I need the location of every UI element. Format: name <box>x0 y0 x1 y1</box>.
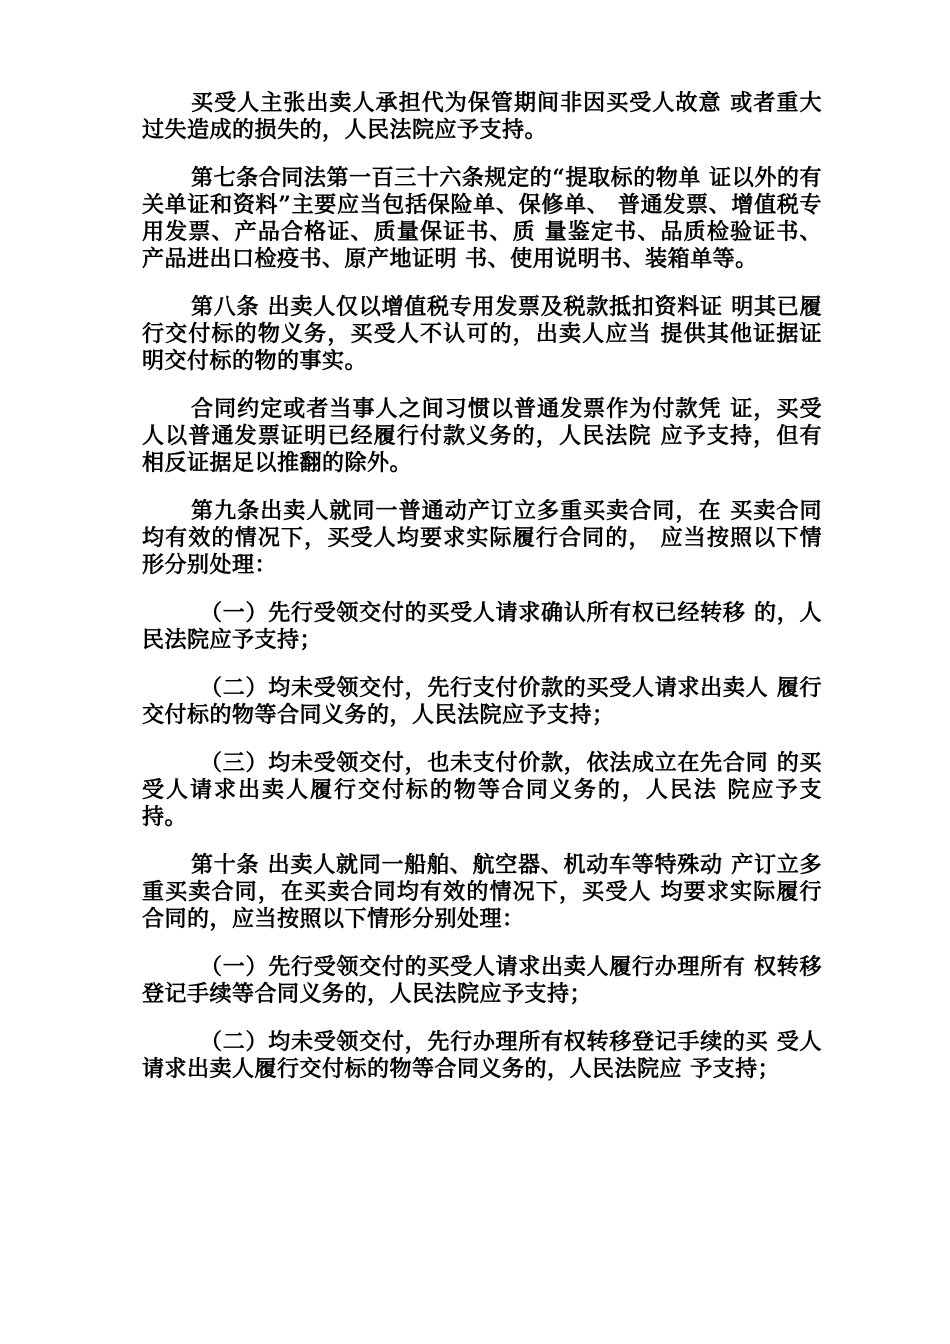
paragraph-article-9-item-2: （二）均未受领交付，先行支付价款的买受人请求出卖人 履行交付标的物等合同义务的，人民法院应予支持； <box>142 675 822 728</box>
paragraph-invoice-payment: 合同约定或者当事人之间习惯以普通发票作为付款凭 证，买受人以普通发票证明已经履行付款义务的，人民法院 应予支持，但有相反证据足以推翻的除外。 <box>142 396 822 476</box>
paragraph-article-9: 第九条出卖人就同一普通动产订立多重买卖合同，在 买卖合同均有效的情况下，买受人均要求实际履行合同的， 应当按照以下情形分别处理： <box>142 498 822 578</box>
paragraph-article-10-item-1: （一）先行受领交付的买受人请求出卖人履行办理所有 权转移登记手续等合同义务的，人民法院应予支持； <box>142 954 822 1007</box>
paragraph-article-10: 第十条 出卖人就同一船舶、航空器、机动车等特殊动 产订立多重买卖合同，在买卖合同均有效的情况下，买受人 均要求实际履行合同的，应当按照以下情形分别处理： <box>142 852 822 932</box>
paragraph-article-8: 第八条 出卖人仅以增值税专用发票及税款抵扣资料证 明其已履行交付标的物义务，买受人不认可的，出卖人应当 提供其他证据证明交付标的物的事实。 <box>142 294 822 374</box>
paragraph-article-9-item-1: （一）先行受领交付的买受人请求确认所有权已经转移 的，人民法院应予支持； <box>142 600 822 653</box>
paragraph-article-10-item-2: （二）均未受领交付，先行办理所有权转移登记手续的买 受人请求出卖人履行交付标的物等合同义务的，人民法院应 予支持； <box>142 1029 822 1082</box>
paragraph-article-7: 第七条合同法第一百三十六条规定的“提取标的物单 证以外的有关单证和资料”主要应当包括保险单、保修单、 普通发票、增值税专用发票、产品合格证、质量保证书、质 量鉴定书、品质检验证书、产品进出口检疫书、原产地证明 书、使用说明书、装箱单等。 <box>142 165 822 272</box>
paragraph-custody-loss: 买受人主张出卖人承担代为保管期间非因买受人故意 或者重大过失造成的损失的，人民法院应予支持。 <box>142 90 822 143</box>
paragraph-article-9-item-3: （三）均未受领交付，也未支付价款，依法成立在先合同 的买受人请求出卖人履行交付标的物等合同义务的，人民法 院应予支持。 <box>142 750 822 830</box>
document-page <box>142 90 822 1104</box>
